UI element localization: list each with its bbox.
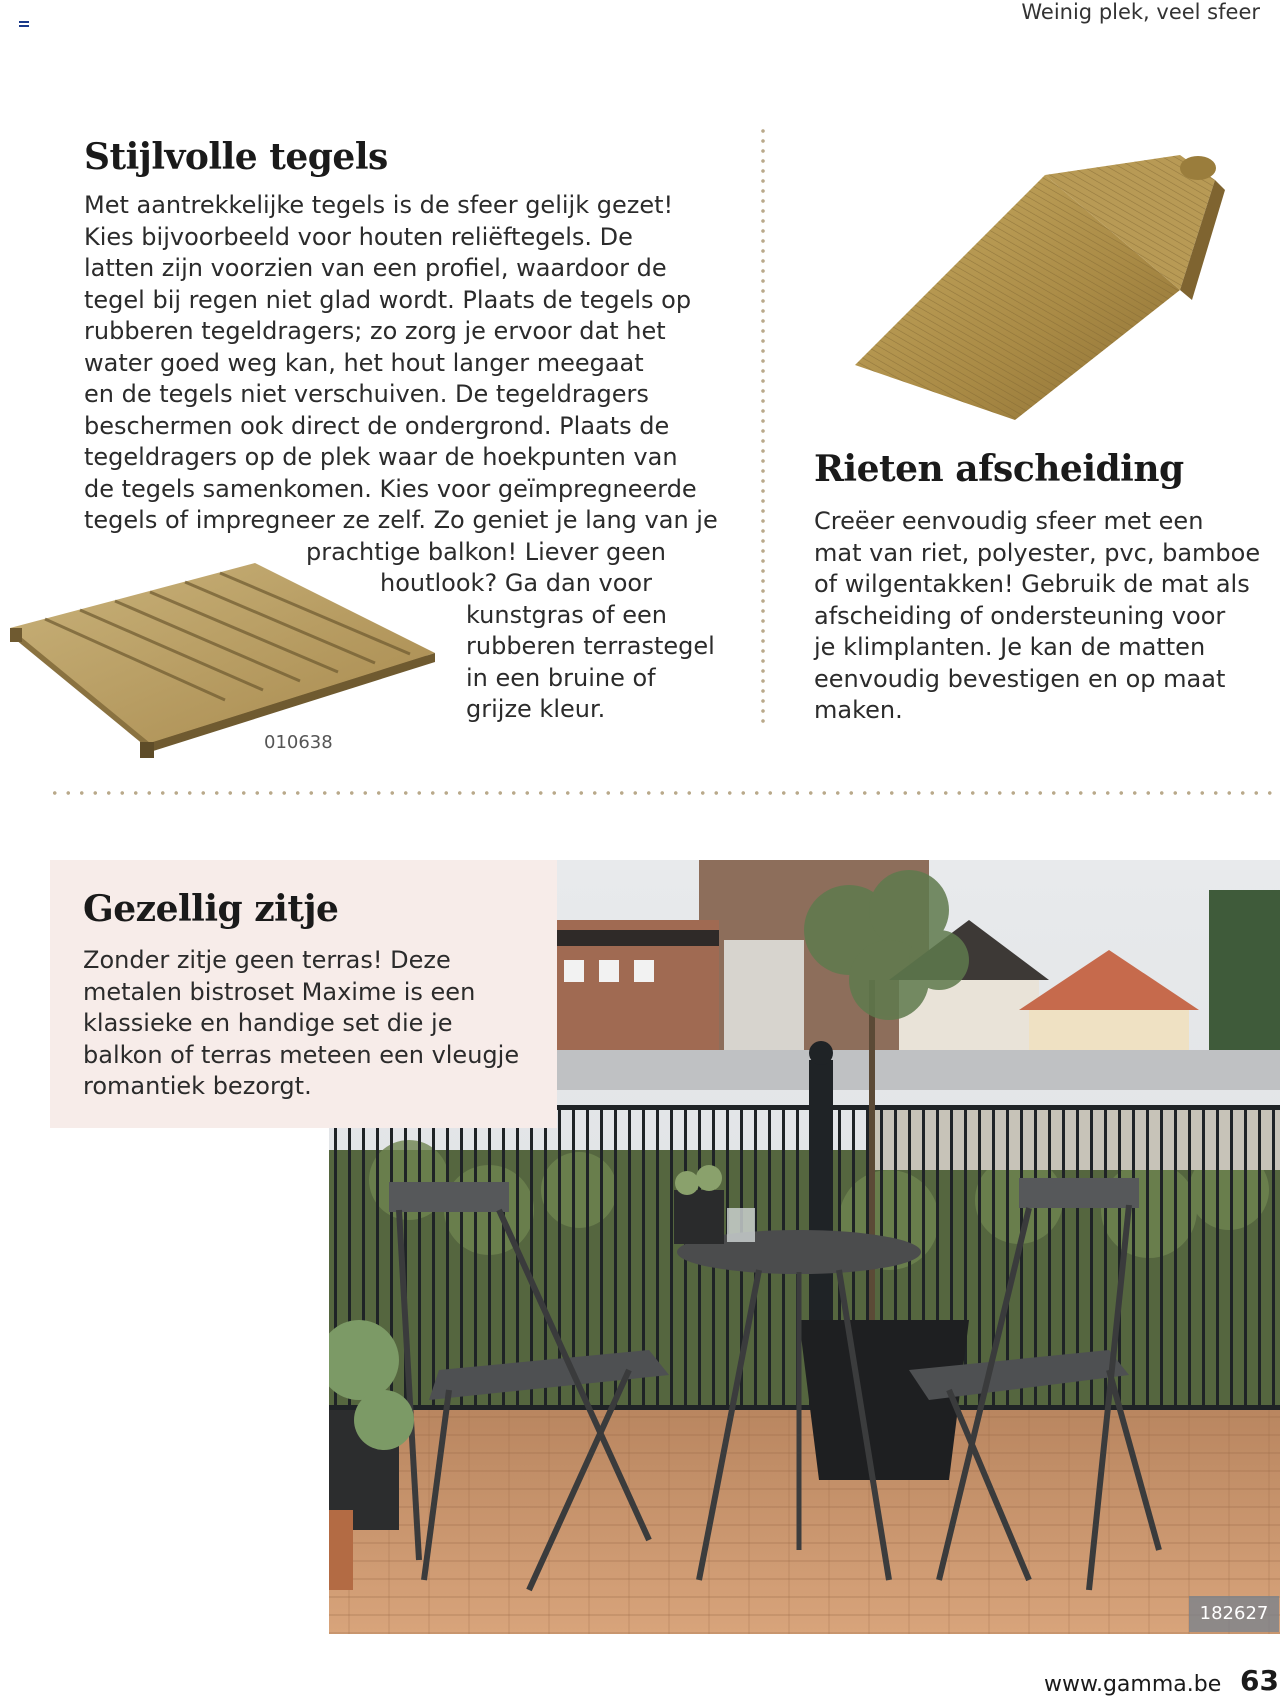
seating-line: balkon of terras meteen een vleugje <box>83 1040 520 1069</box>
tiles-line: rubberen terrastegel <box>466 632 715 660</box>
seating-title: Gezellig zitje <box>83 888 339 930</box>
tiles-line: tegel bij regen niet glad wordt. Plaats de tegels op <box>84 285 692 314</box>
tiles-line: Kies bijvoorbeeld voor houten reliëftegels. De <box>84 222 633 251</box>
corner-mark-icon <box>19 20 29 28</box>
seating-body <box>83 945 519 1103</box>
tiles-line: rubberen tegeldragers; zo zorg je ervoor dat het <box>84 317 666 345</box>
seating-line: Zonder zitje geen terras! Deze <box>83 946 451 974</box>
tiles-line: water goed weg kan, het hout langer meegaat <box>84 348 644 377</box>
tiles-line: tegels of impregneer ze zelf. Zo geniet je lang van je <box>84 506 718 534</box>
footer-url-link[interactable]: www.gamma.be <box>1044 1672 1222 1697</box>
section-label: Weinig plek, veel sfeer <box>1021 0 1260 24</box>
reed-body <box>814 506 1260 727</box>
tiles-line: en de tegels niet verschuiven. De tegeldragers <box>84 380 649 408</box>
reed-line: Creëer eenvoudig sfeer met een <box>814 507 1204 535</box>
reed-mat-image <box>850 150 1230 440</box>
tiles-line: Met aantrekkelijke tegels is de sfeer gelijk gezet! <box>84 191 674 219</box>
page-number: 63 <box>1240 1664 1279 1697</box>
reed-line: mat van riet, polyester, pvc, bamboe <box>814 538 1261 567</box>
tiles-line: latten zijn voorzien van een profiel, waardoor de <box>84 254 667 282</box>
reed-title: Rieten afscheiding <box>814 448 1184 490</box>
seating-line: metalen bistroset Maxime is een <box>83 977 476 1006</box>
tiles-line: prachtige balkon! Liever geen <box>306 537 666 566</box>
tiles-title: Stijlvolle tegels <box>84 136 388 178</box>
tiles-line: grijze kleur. <box>466 695 606 723</box>
reed-line: of wilgentakken! Gebruik de mat als <box>814 570 1250 598</box>
tiles-line: in een bruine of <box>466 663 656 692</box>
tiles-line: de tegels samenkomen. Kies voor geïmpregneerde <box>84 474 697 503</box>
tiles-line: beschermen ook direct de ondergrond. Plaats de <box>84 411 670 440</box>
reed-line: je klimplanten. Je kan de matten <box>814 633 1206 661</box>
reed-line: eenvoudig bevestigen en op maat <box>814 664 1226 693</box>
horizontal-dotted-divider <box>48 790 1280 796</box>
tiles-line: houtlook? Ga dan voor <box>380 569 652 597</box>
seating-line: romantiek bezorgt. <box>83 1072 312 1100</box>
tile-product-code: 010638 <box>264 732 333 753</box>
seating-line: klassieke en handige set die je <box>83 1009 453 1037</box>
wooden-tile-image <box>0 560 440 760</box>
vertical-dotted-divider <box>760 126 766 726</box>
tiles-line: tegeldragers op de plek waar de hoekpunten van <box>84 443 678 471</box>
reed-line: maken. <box>814 696 903 724</box>
reed-line: afscheiding of ondersteuning voor <box>814 601 1226 630</box>
tiles-line: kunstgras of een <box>466 600 667 629</box>
set-product-code: 182627 <box>1189 1596 1279 1632</box>
